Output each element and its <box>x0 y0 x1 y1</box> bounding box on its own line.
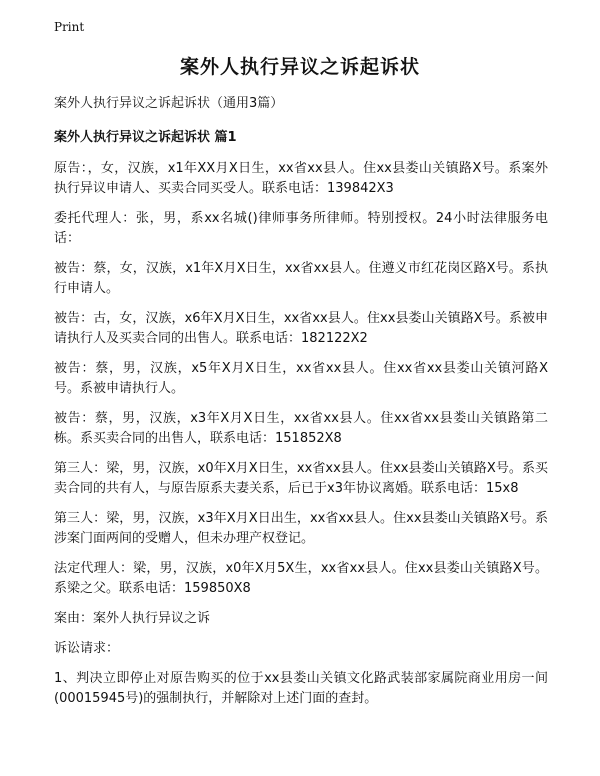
document-title: 案外人执行异议之诉起诉状 <box>179 56 420 78</box>
paragraph-claim-1: 1、判决立即停止对原告购买的位于xx县娄山关镇文化路武装部家属院商业用房一间(00015945号)的强制执行，并解除对上述门面的查封。 <box>54 671 548 706</box>
paragraph-third-party-2: 第三人：梁，男，汉族，x3年X月X日出生，xx省xx县人。住xx县娄山关镇路X号。系涉案门面两间的受赠人，但未办理产权登记。 <box>54 511 548 546</box>
paragraph-third-party-1: 第三人：梁，男，汉族，x0年X月X日生，xx省xx县人。住xx县娄山关镇路X号。系买卖合同的共有人，与原告原系夫妻关系，后已于x3年协议离婚。联系电话：15x8 <box>54 461 548 496</box>
print-link[interactable]: Print <box>54 20 85 34</box>
section-heading: 案外人执行异议之诉起诉状 篇1 <box>54 130 237 145</box>
paragraph-plaintiff: 原告：，女，汉族，x1年XX月X日生，xx省xx县人。住xx县娄山关镇路X号。系案外执行异议申请人、买卖合同买受人。联系电话：139842X3 <box>54 161 548 196</box>
paragraph-cause: 案由：案外人执行异议之诉 <box>54 611 211 626</box>
paragraph-agent: 委托代理人：张，男，系xx名城()律师事务所律师。特别授权。24小时法律服务电话： <box>54 211 548 246</box>
paragraph-defendant-4: 被告：蔡，男，汉族，x3年X月X日生，xx省xx县人。住xx省xx县娄山关镇路第二栋。系买卖合同的出售人，联系电话：151852X8 <box>54 411 548 446</box>
document-subtitle: 案外人执行异议之诉起诉状（通用3篇） <box>54 96 284 111</box>
paragraph-legal-representative: 法定代理人：梁，男，汉族，x0年X月5X生，xx省xx县人。住xx县娄山关镇路X号。系梁之父。联系电话：159850X8 <box>54 561 548 596</box>
paragraph-defendant-1: 被告：蔡，女，汉族，x1年X月X日生，xx省xx县人。住遵义市红花岗区路X号。系执行申请人。 <box>54 261 548 296</box>
paragraph-claims-heading: 诉讼请求： <box>54 641 120 656</box>
document-body <box>54 94 548 719</box>
paragraph-defendant-2: 被告：古，女，汉族，x6年X月X日生，xx省xx县人。住xx县娄山关镇路X号。系被申请执行人及买卖合同的出售人。联系电话：182122X2 <box>54 311 548 346</box>
paragraph-defendant-3: 被告：蔡，男，汉族，x5年X月X日生，xx省xx县人。住xx省xx县娄山关镇河路X号。系被申请执行人。 <box>54 361 548 396</box>
